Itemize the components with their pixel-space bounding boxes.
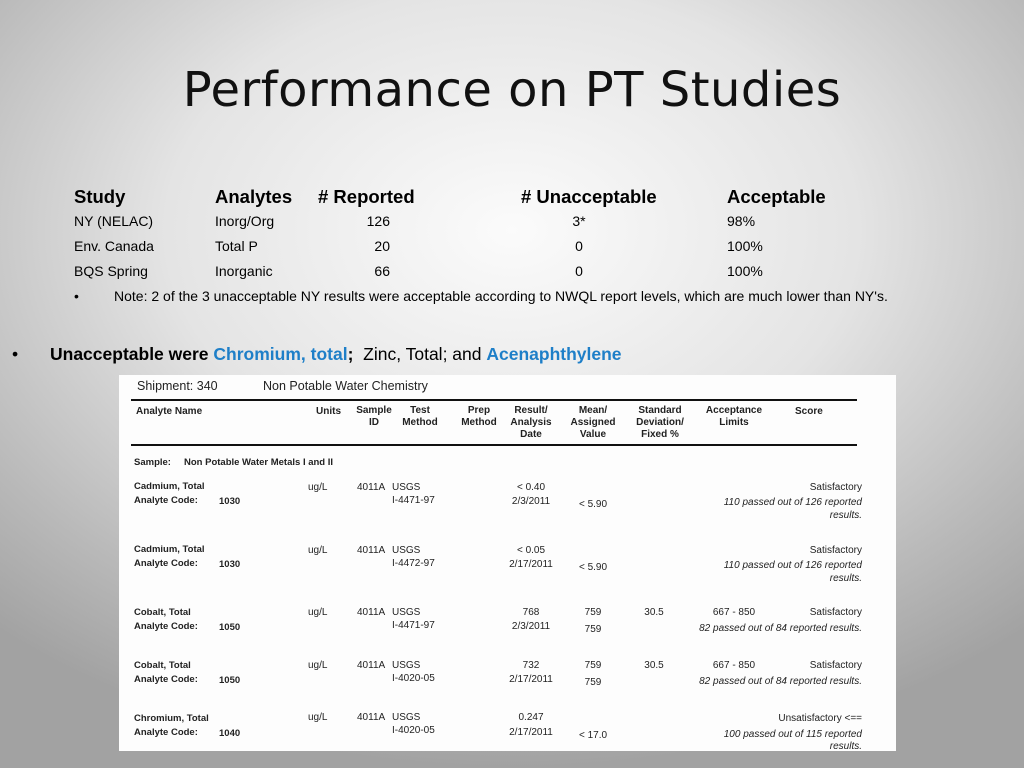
units: ug/L	[308, 712, 328, 723]
cell-reported: 20	[374, 238, 390, 254]
bullet-acenaphthylene: Acenaphthylene	[486, 344, 622, 364]
bullet-lead: Unacceptable were	[50, 344, 214, 364]
col-analyte-name: Analyte Name	[136, 406, 203, 417]
analyte-code: 1030	[219, 559, 241, 570]
analyte-name: Cobalt, Total	[134, 607, 191, 618]
bullet-chromium: Chromium, total	[213, 344, 348, 364]
note-bullet: •	[74, 288, 79, 304]
sample-id: 4011A	[357, 545, 386, 556]
col-result	[505, 405, 557, 441]
col-test-method-line: Test	[410, 405, 430, 416]
assigned-value: 759	[584, 677, 602, 688]
cell-study: BQS Spring	[74, 263, 148, 279]
result: 0.247	[518, 712, 544, 723]
test-method: USGS	[392, 545, 421, 556]
header-acceptable: Acceptable	[727, 186, 826, 207]
sample-id: 4011A	[357, 482, 386, 493]
shipment-label: Shipment: 340	[137, 379, 218, 393]
col-std-line: Deviation/	[636, 417, 684, 428]
analyte-code-label: Analyte Code:	[134, 674, 198, 685]
pt-report-scan	[119, 375, 896, 751]
analyte-name: Cadmium, Total	[134, 481, 205, 492]
col-result-line: Analysis	[510, 417, 552, 428]
passed-summary-cont: results.	[829, 510, 862, 521]
units: ug/L	[308, 482, 328, 493]
col-score: Score	[795, 406, 823, 417]
acceptance-limits: 667 - 850	[712, 607, 756, 618]
cell-study: NY (NELAC)	[74, 213, 154, 229]
cell-unacceptable: 0	[575, 238, 583, 254]
analyte-name: Cadmium, Total	[134, 544, 205, 555]
col-std-line: Standard	[638, 405, 682, 416]
cell-acceptable: 100%	[727, 263, 763, 279]
acceptance-limits: 667 - 850	[712, 660, 756, 671]
col-std-dev	[627, 405, 693, 441]
passed-summary-cont: results.	[829, 741, 862, 751]
sample-id: 4011A	[357, 607, 386, 618]
col-mean	[565, 405, 621, 441]
passed-summary: 100 passed out of 115 reported	[723, 729, 862, 740]
analysis-date: 2/17/2011	[509, 559, 553, 570]
analyte-code: 1030	[219, 496, 241, 507]
passed-summary: 110 passed out of 126 reported	[723, 497, 862, 508]
col-acceptance-limits	[697, 405, 771, 429]
bullet-text	[50, 344, 622, 365]
col-result-line: Result/	[514, 405, 548, 416]
assigned-value: < 5.90	[578, 499, 608, 510]
analysis-date: 2/17/2011	[509, 727, 553, 738]
test-method: USGS	[392, 607, 421, 618]
mean-value: 759	[584, 660, 602, 671]
slide-title: Performance on PT Studies	[182, 62, 842, 118]
col-mean-line: Mean/	[578, 405, 608, 416]
header-reported: # Reported	[318, 186, 415, 207]
header-rule-bottom	[131, 444, 857, 446]
col-test-method-line: Method	[402, 417, 438, 428]
score: Satisfactory	[809, 545, 862, 556]
units: ug/L	[308, 607, 328, 618]
test-method-code: I-4020-05	[392, 725, 435, 736]
passed-summary: 82 passed out of 84 reported results.	[699, 623, 862, 634]
col-mean-line: Value	[579, 429, 607, 440]
bullet-separator: ;	[347, 344, 354, 364]
bullet-dot: •	[12, 344, 19, 364]
assigned-value: < 5.90	[578, 562, 608, 573]
analysis-date: 2/3/2011	[511, 621, 551, 632]
shipment-title: Non Potable Water Chemistry	[263, 379, 428, 393]
analyte-code-label: Analyte Code:	[134, 727, 198, 738]
col-prep-method-line: Method	[461, 417, 497, 428]
test-method: USGS	[392, 482, 421, 493]
analyte-code-label: Analyte Code:	[134, 621, 198, 632]
col-prep-method-line: Prep	[467, 405, 491, 416]
header-unacceptable: # Unacceptable	[521, 186, 657, 207]
analyte-name: Cobalt, Total	[134, 660, 191, 671]
analysis-date: 2/17/2011	[509, 674, 553, 685]
result: < 0.05	[516, 545, 546, 556]
mean-value: 759	[584, 607, 602, 618]
note-text: Note: 2 of the 3 unacceptable NY results were acceptable according to NWQL report levels, which are much lower than NY's.	[114, 288, 888, 304]
passed-summary-cont: results.	[829, 573, 862, 584]
assigned-value: < 17.0	[578, 730, 608, 741]
test-method: USGS	[392, 660, 421, 671]
col-std-line: Fixed %	[641, 429, 679, 440]
col-units: Units	[316, 406, 341, 417]
cell-acceptable: 100%	[727, 238, 763, 254]
analyte-code-label: Analyte Code:	[134, 495, 198, 506]
sample-label: Sample:	[134, 457, 171, 468]
header-analytes: Analytes	[215, 186, 293, 207]
analyte-name: Chromium, Total	[134, 713, 209, 724]
cell-unacceptable: 3*	[572, 213, 586, 229]
test-method-code: I-4020-05	[392, 673, 435, 684]
sample-id: 4011A	[357, 712, 386, 723]
col-limits-line: Limits	[719, 417, 749, 428]
score: Satisfactory	[809, 660, 862, 671]
std-deviation: 30.5	[644, 607, 664, 618]
test-method-code: I-4472-97	[392, 558, 435, 569]
col-limits-line: Acceptance	[705, 405, 763, 416]
std-deviation: 30.5	[644, 660, 664, 671]
analyte-code: 1040	[219, 728, 241, 739]
score: Satisfactory	[809, 482, 862, 493]
analysis-date: 2/3/2011	[511, 496, 551, 507]
col-test-method	[399, 405, 441, 429]
col-result-line: Date	[520, 429, 542, 440]
col-sample-id	[353, 405, 395, 429]
sample-id: 4011A	[357, 660, 386, 671]
score: Unsatisfactory <==	[778, 713, 862, 724]
cell-reported: 66	[374, 263, 390, 279]
cell-reported: 126	[366, 213, 390, 229]
test-method-code: I-4471-97	[392, 620, 435, 631]
score: Satisfactory	[809, 607, 862, 618]
analyte-code-label: Analyte Code:	[134, 558, 198, 569]
sample-name: Non Potable Water Metals I and II	[184, 457, 334, 468]
result: 732	[522, 660, 540, 671]
header-rule-top	[131, 399, 857, 401]
cell-unacceptable: 0	[575, 263, 583, 279]
result: < 0.40	[516, 482, 546, 493]
units: ug/L	[308, 545, 328, 556]
analyte-code: 1050	[219, 675, 241, 686]
units: ug/L	[308, 660, 328, 671]
col-prep-method	[457, 405, 501, 429]
col-sample-id-line: Sample	[356, 405, 392, 416]
cell-study: Env. Canada	[74, 238, 154, 254]
test-method-code: I-4471-97	[392, 495, 435, 506]
header-study: Study	[74, 186, 126, 207]
assigned-value: 759	[584, 624, 602, 635]
result: 768	[522, 607, 540, 618]
cell-analytes: Total P	[215, 238, 258, 254]
cell-acceptable: 98%	[727, 213, 756, 229]
passed-summary: 82 passed out of 84 reported results.	[699, 676, 862, 687]
passed-summary: 110 passed out of 126 reported	[723, 560, 862, 571]
test-method: USGS	[392, 712, 421, 723]
analyte-code: 1050	[219, 622, 241, 633]
col-sample-id-line: ID	[369, 417, 379, 428]
bullet-zinc: Zinc, Total; and	[353, 344, 487, 364]
cell-analytes: Inorg/Org	[215, 213, 275, 229]
col-mean-line: Assigned	[570, 417, 616, 428]
cell-analytes: Inorganic	[215, 263, 273, 279]
